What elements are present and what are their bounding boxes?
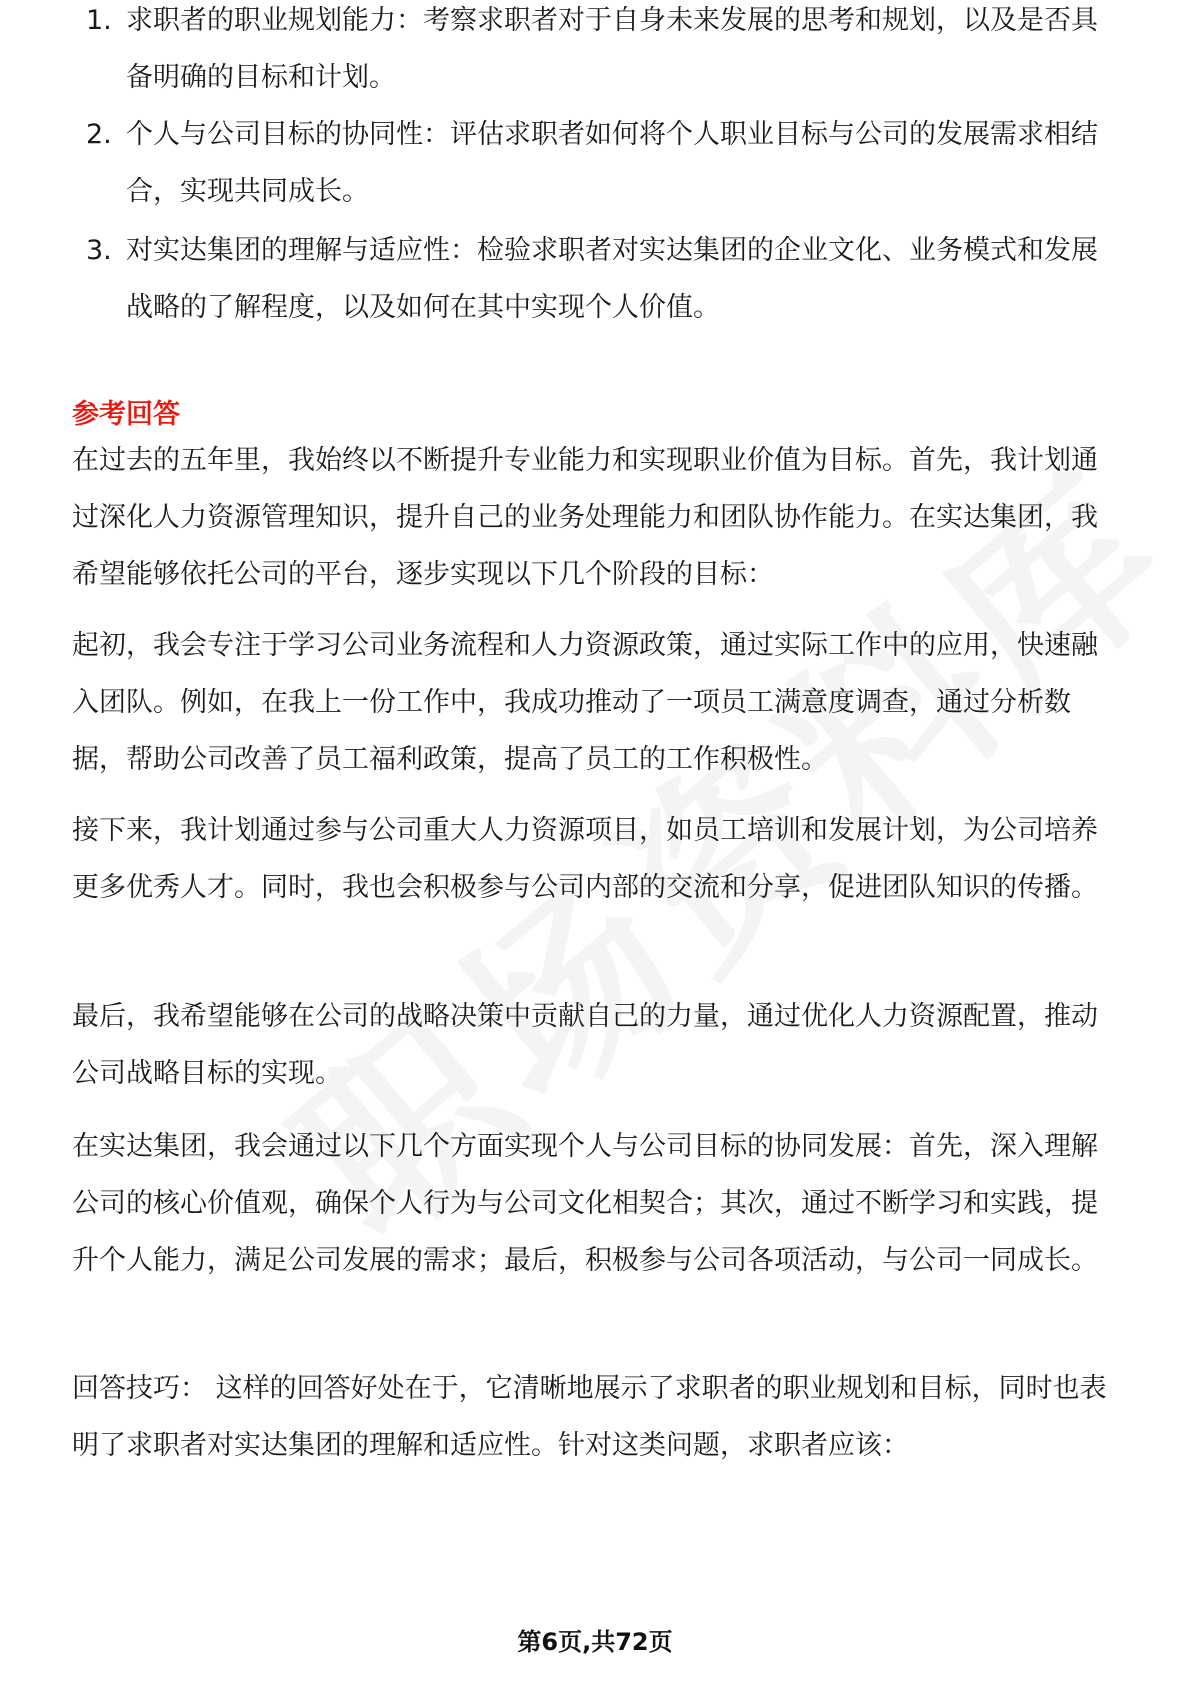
list-item-number: 1. (86, 5, 112, 36)
list-item (72, 106, 1122, 220)
page-footer: 第6页,共72页 (517, 1628, 673, 1656)
list-item (72, 0, 1122, 104)
paragraph: 在过去的五年里，我始终以不断提升专业能力和实现职业价值为目标。首先，我计划通过深化人力资源管理知识，提升自己的业务处理能力和团队协作能力。在实达集团，我希望能够依托公司的平台，逐步实现以下几个阶段的目标： (72, 445, 1098, 590)
list-item-number: 3. (86, 235, 112, 266)
paragraph: 在实达集团，我会通过以下几个方面实现个人与公司目标的协同发展：首先，深入理解公司的核心价值观，确保个人行为与公司文化相契合；其次，通过不断学习和实践，提升个人能力，满足公司发展的需求；最后，积极参与公司各项活动，与公司一同成长。 (72, 1131, 1098, 1276)
list-item (72, 222, 1122, 336)
paragraph: 最后，我希望能够在公司的战略决策中贡献自己的力量，通过优化人力资源配置，推动公司战略目标的实现。 (72, 1001, 1098, 1089)
section-heading: 参考回答 (72, 399, 180, 430)
paragraph: 接下来，我计划通过参与公司重大人力资源项目，如员工培训和发展计划，为公司培养更多优秀人才。同时，我也会积极参与公司内部的交流和分享，促进团队知识的传播。 (72, 815, 1098, 903)
numbered-list (72, 5, 1122, 338)
list-item-number: 2. (86, 119, 112, 150)
list-item-text: 个人与公司目标的协同性：评估求职者如何将个人职业目标与公司的发展需求相结合，实现共同成长。 (126, 119, 1098, 207)
list-item-text: 求职者的职业规划能力：考察求职者对于自身未来发展的思考和规划，以及是否具备明确的目标和计划。 (126, 5, 1098, 93)
paragraph: 回答技巧： 这样的回答好处在于，它清晰地展示了求职者的职业规划和目标，同时也表明了求职者对实达集团的理解和适应性。针对这类问题，求职者应该： (72, 1373, 1107, 1461)
paragraph: 起初，我会专注于学习公司业务流程和人力资源政策，通过实际工作中的应用，快速融入团队。例如，在我上一份工作中，我成功推动了一项员工满意度调查，通过分析数据，帮助公司改善了员工福利政策，提高了员工的工作积极性。 (72, 630, 1098, 775)
list-item-text: 对实达集团的理解与适应性：检验求职者对实达集团的企业文化、业务模式和发展战略的了解程度，以及如何在其中实现个人价值。 (126, 235, 1098, 323)
